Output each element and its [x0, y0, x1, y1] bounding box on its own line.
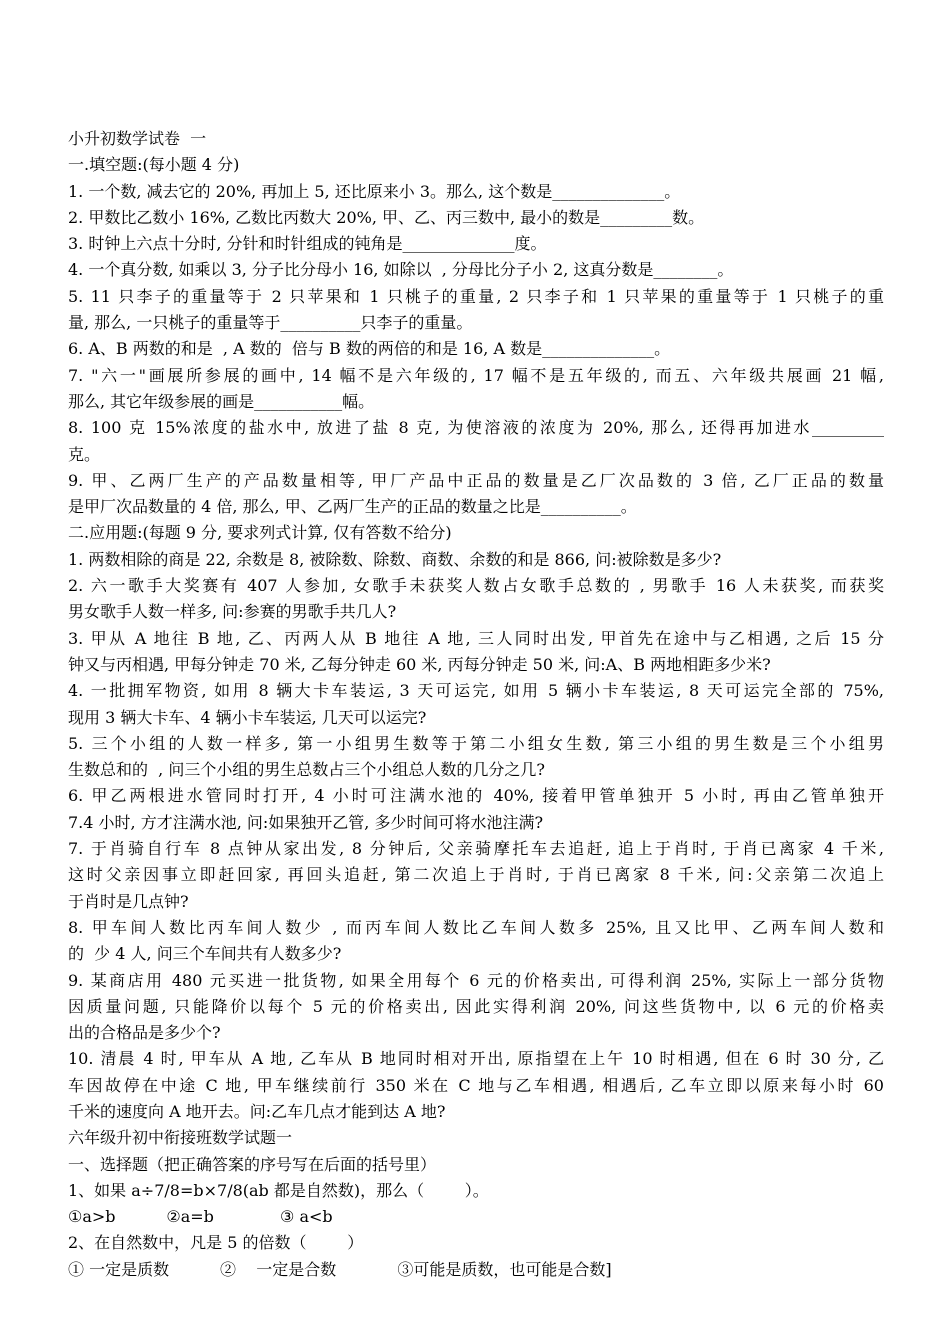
document-title: 小升初数学试卷 一	[68, 129, 207, 148]
question-line: 7. 于肖骑自行车 8 点钟从家出发, 8 分钟后, 父亲骑摩托车去追赶, 追上于肖时, 于肖已离家 4 千米,	[68, 839, 884, 859]
question-line: 于肖时是几点钟?	[68, 891, 189, 911]
question-line: 4. 一批拥军物资, 如用 8 辆大卡车装运, 3 天可运完, 如用 5 辆小卡车装运, 8 天可运完全部的 75%,	[68, 681, 884, 701]
question-line: 因质量问题, 只能降价以每个 5 元的价格卖出, 因此实得利润 20%, 问这些货物中, 以 6 元的价格卖	[68, 996, 884, 1016]
question-line: 3. 时钟上六点十分时, 分针和时针组成的钝角是______________度。	[68, 234, 547, 254]
question-line: 量, 那么, 一只桃子的重量等于__________只李子的重量。	[68, 313, 473, 333]
question-line: 2、在自然数中，凡是 5 的倍数（ ）	[68, 1233, 364, 1253]
question-line: 现用 3 辆大卡车、4 辆小卡车装运, 几天可以运完?	[68, 707, 427, 727]
question-line: 千米的速度向 A 地开去。问:乙车几点才能到达 A 地?	[68, 1101, 446, 1121]
question-line: 6. 甲乙两根进水管同时打开, 4 小时可注满水池的 40%, 接着甲管单独开 5 小时, 再由乙管单独开	[68, 786, 884, 806]
question-line: 9. 甲、乙两厂生产的产品数量相等, 甲厂产品中正品的数量是乙厂次品数的 3 倍, 乙厂正品的数量	[68, 470, 884, 490]
choice-section	[68, 1125, 884, 1283]
word-problems-section	[68, 520, 884, 1125]
question-line: 2. 甲数比乙数小 16%, 乙数比丙数大 20%, 甲、乙、丙三数中, 最小的数是_________数。	[68, 207, 705, 227]
question-line: 4. 一个真分数, 如乘以 3, 分子比分母小 16, 如除以 , 分母比分子小 2, 这真分数是________。	[68, 260, 734, 280]
question-line: 1. 一个数, 减去它的 20%, 再加上 5, 还比原来小 3。那么, 这个数是______________。	[68, 181, 681, 201]
question-line: 2. 六一歌手大奖赛有 407 人参加, 女歌手未获奖人数占女歌手总数的 , 男歌手 16 人未获奖, 而获奖	[68, 576, 884, 596]
question-line: 生数总和的 , 问三个小组的男生总数占三个小组总人数的几分之几?	[68, 760, 545, 780]
document-page	[68, 126, 884, 1283]
section-title: 六年级升初中衔接班数学试题一	[68, 1128, 293, 1148]
section-heading: 二.应用题:(每题 9 分, 要求列式计算, 仅有答数不给分)	[68, 523, 452, 543]
question-line: 的 少 4 人, 问三个车间共有人数多少?	[68, 944, 342, 964]
question-line: 1、如果 a÷7/8=b×7/8(ab 都是自然数)，那么（ ）。	[68, 1180, 489, 1200]
question-line: 9. 某商店用 480 元买进一批货物, 如果全用每个 6 元的价格卖出, 可得利润 25%, 实际上一部分货物	[68, 970, 884, 990]
question-line: 克。	[68, 444, 101, 464]
section-heading: 一.填空题:(每小题 4 分)	[68, 155, 240, 175]
question-line: 1. 两数相除的商是 22, 余数是 8, 被除数、除数、商数、余数的和是 866, 问:被除数是多少?	[68, 549, 722, 569]
question-line: 是甲厂次品数量的 4 倍, 那么, 甲、乙两厂生产的正品的数量之比是__________。	[68, 497, 637, 517]
question-line: 男女歌手人数一样多, 问:参赛的男歌手共几人?	[68, 602, 397, 622]
question-line: 10. 清晨 4 时, 甲车从 A 地, 乙车从 B 地同时相对开出, 原指望在上午 10 时相遇, 但在 6 时 30 分, 乙	[68, 1049, 884, 1069]
question-line: 那么, 其它年级参展的画是___________幅。	[68, 391, 375, 411]
question-line: 车因故停在中途 C 地, 甲车继续前行 350 米在 C 地与乙车相遇, 相遇后, 乙车立即以原来每小时 60	[68, 1075, 884, 1095]
question-line: 钟又与丙相遇, 甲每分钟走 70 米, 乙每分钟走 60 米, 丙每分钟走 50 米, 问:A、B 两地相距多少米?	[68, 654, 771, 674]
options-line: ①a>b ②a=b ③ a<b	[68, 1207, 333, 1227]
question-line: 3. 甲从 A 地往 B 地, 乙、丙两人从 B 地往 A 地, 三人同时出发, 甲首先在途中与乙相遇, 之后 15 分	[68, 628, 884, 648]
question-line: 8. 甲车间人数比丙车间人数少 , 而丙车间人数比乙车间人数多 25%, 且又比甲、乙两车间人数和	[68, 917, 884, 937]
question-line: 5. 11 只李子的重量等于 2 只苹果和 1 只桃子的重量, 2 只李子和 1 只苹果的重量等于 1 只桃子的重	[68, 286, 884, 306]
question-line: 6. A、B 两数的和是 , A 数的 倍与 B 数的两倍的和是 16, A 数是______________。	[68, 339, 671, 359]
question-line: 7. "六一"画展所参展的画中, 14 幅不是六年级的, 17 幅不是五年级的, 而五、六年级共展画 21 幅,	[68, 365, 884, 385]
question-line: 出的合格品是多少个?	[68, 1023, 221, 1043]
question-line: 7.4 小时, 方才注满水池, 问:如果独开乙管, 多少时间可将水池注满?	[68, 812, 544, 832]
question-line: 这时父亲因事立即赶回家, 再回头追赶, 第二次追上于肖时, 于肖已离家 8 千米, 问:父亲第二次追上	[68, 865, 884, 885]
question-line: 5. 三个小组的人数一样多, 第一小组男生数等于第二小组女生数, 第三小组的男生数是三个小组男	[68, 733, 884, 753]
fill-in-section	[68, 152, 884, 520]
options-line: ① 一定是质数 ② 一定是合数 ③可能是质数，也可能是合数]	[68, 1259, 612, 1279]
section-heading: 一、选择题（把正确答案的序号写在后面的括号里）	[68, 1154, 437, 1174]
question-line: 8. 100 克 15%浓度的盐水中, 放进了盐 8 克, 为使溶液的浓度为 20%, 那么, 还得再加进水_________	[68, 418, 884, 438]
